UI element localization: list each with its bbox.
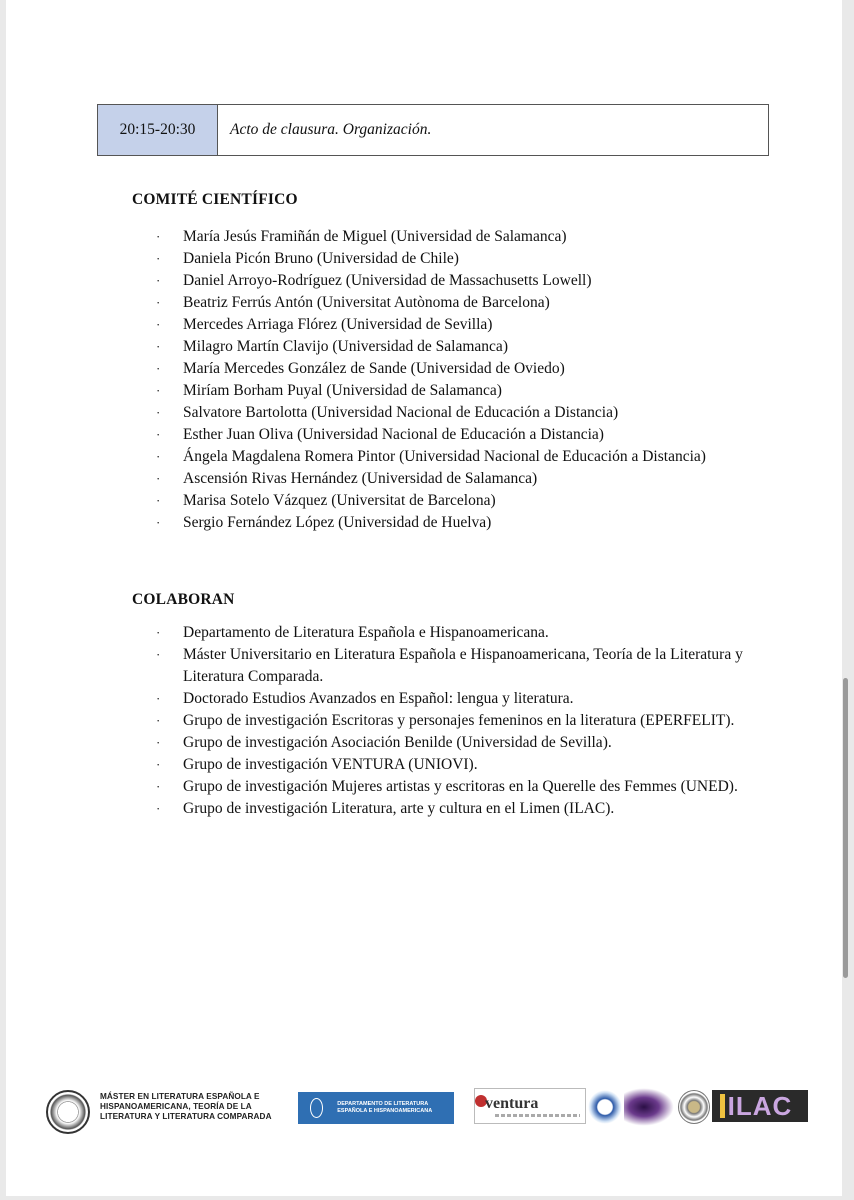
committee-member: · María Mercedes González de Sande (Universidad de Oviedo) bbox=[156, 358, 756, 380]
department-logo bbox=[298, 1092, 454, 1124]
oviedo-seal-icon bbox=[678, 1090, 710, 1124]
committee-heading: COMITÉ CIENTÍFICO bbox=[132, 191, 298, 208]
committee-member: · Marisa Sotelo Vázquez (Universitat de Barcelona) bbox=[156, 490, 756, 512]
committee-member: · Milagro Martín Clavijo (Universidad de Salamanca) bbox=[156, 336, 756, 358]
collaborators-heading: COLABORAN bbox=[132, 591, 235, 608]
university-seal-icon bbox=[46, 1090, 90, 1134]
collaborator-item: · Grupo de investigación Mujeres artistas y escritoras en la Querelle des Femmes (UNED). bbox=[156, 776, 756, 798]
benilde-logo-icon bbox=[588, 1090, 622, 1124]
committee-member: · Miríam Borham Puyal (Universidad de Salamanca) bbox=[156, 380, 756, 402]
ventura-logo-text: ventura bbox=[485, 1095, 539, 1112]
collaborator-item: · Grupo de investigación Asociación Benilde (Universidad de Sevilla). bbox=[156, 732, 756, 754]
eperfelit-logo-icon bbox=[624, 1088, 674, 1126]
master-logo-text: MÁSTER EN LITERATURA ESPAÑOLA E HISPANOAMERICANA, TEORÍA DE LA LITERATURA Y LITERATURA COMPARADA bbox=[100, 1092, 272, 1121]
schedule-time: 20:15-20:30 bbox=[98, 105, 218, 155]
collaborator-item: · Máster Universitario en Literatura Española e Hispanoamericana, Teoría de la Literatura y Literatura Comparada. bbox=[156, 644, 756, 688]
committee-member: · Ascensión Rivas Hernández (Universidad de Salamanca) bbox=[156, 468, 756, 490]
ilac-logo-text: ILAC bbox=[727, 1090, 793, 1121]
committee-member: · María Jesús Framiñán de Miguel (Universidad de Salamanca) bbox=[156, 226, 756, 248]
department-logo-text: DEPARTAMENTO DE LITERATURA ESPAÑOLA E HISPANOAMERICANA bbox=[337, 1101, 433, 1114]
committee-member: · Ángela Magdalena Romera Pintor (Universidad Nacional de Educación a Distancia) bbox=[156, 446, 756, 468]
committee-member: · Mercedes Arriaga Flórez (Universidad de Sevilla) bbox=[156, 314, 756, 336]
collaborator-item: · Grupo de investigación Literatura, arte y cultura en el Limen (ILAC). bbox=[156, 798, 756, 820]
ventura-subtitle-icon bbox=[495, 1114, 580, 1117]
collaborator-item: · Departamento de Literatura Española e Hispanoamericana. bbox=[156, 622, 756, 644]
ilac-bar-icon bbox=[720, 1094, 725, 1118]
committee-member: · Daniela Picón Bruno (Universidad de Chile) bbox=[156, 248, 756, 270]
collaborator-item: · Grupo de investigación Escritoras y personajes femeninos en la literatura (EPERFELIT). bbox=[156, 710, 756, 732]
collaborator-item: · Doctorado Estudios Avanzados en Español: lengua y literatura. bbox=[156, 688, 756, 710]
committee-member: · Beatriz Ferrús Antón (Universitat Autònoma de Barcelona) bbox=[156, 292, 756, 314]
ventura-logo-icon bbox=[474, 1088, 586, 1124]
committee-member: · Esther Juan Oliva (Universidad Nacional de Educación a Distancia) bbox=[156, 424, 756, 446]
committee-member: · Daniel Arroyo-Rodríguez (Universidad de Massachusetts Lowell) bbox=[156, 270, 756, 292]
document-page bbox=[6, 0, 842, 1196]
schedule-row bbox=[97, 104, 769, 156]
schedule-event: Acto de clausura. Organización. bbox=[230, 121, 432, 138]
ilac-logo-icon bbox=[712, 1090, 808, 1122]
committee-member: · Salvatore Bartolotta (Universidad Nacional de Educación a Distancia) bbox=[156, 402, 756, 424]
footer-logos bbox=[6, 1078, 842, 1138]
committee-list bbox=[156, 226, 756, 534]
committee-member: · Sergio Fernández López (Universidad de Huelva) bbox=[156, 512, 756, 534]
collaborator-item: · Grupo de investigación VENTURA (UNIOVI). bbox=[156, 754, 756, 776]
collaborators-list bbox=[156, 622, 756, 820]
department-seal-icon bbox=[310, 1098, 323, 1118]
vertical-scrollbar[interactable] bbox=[843, 678, 848, 978]
